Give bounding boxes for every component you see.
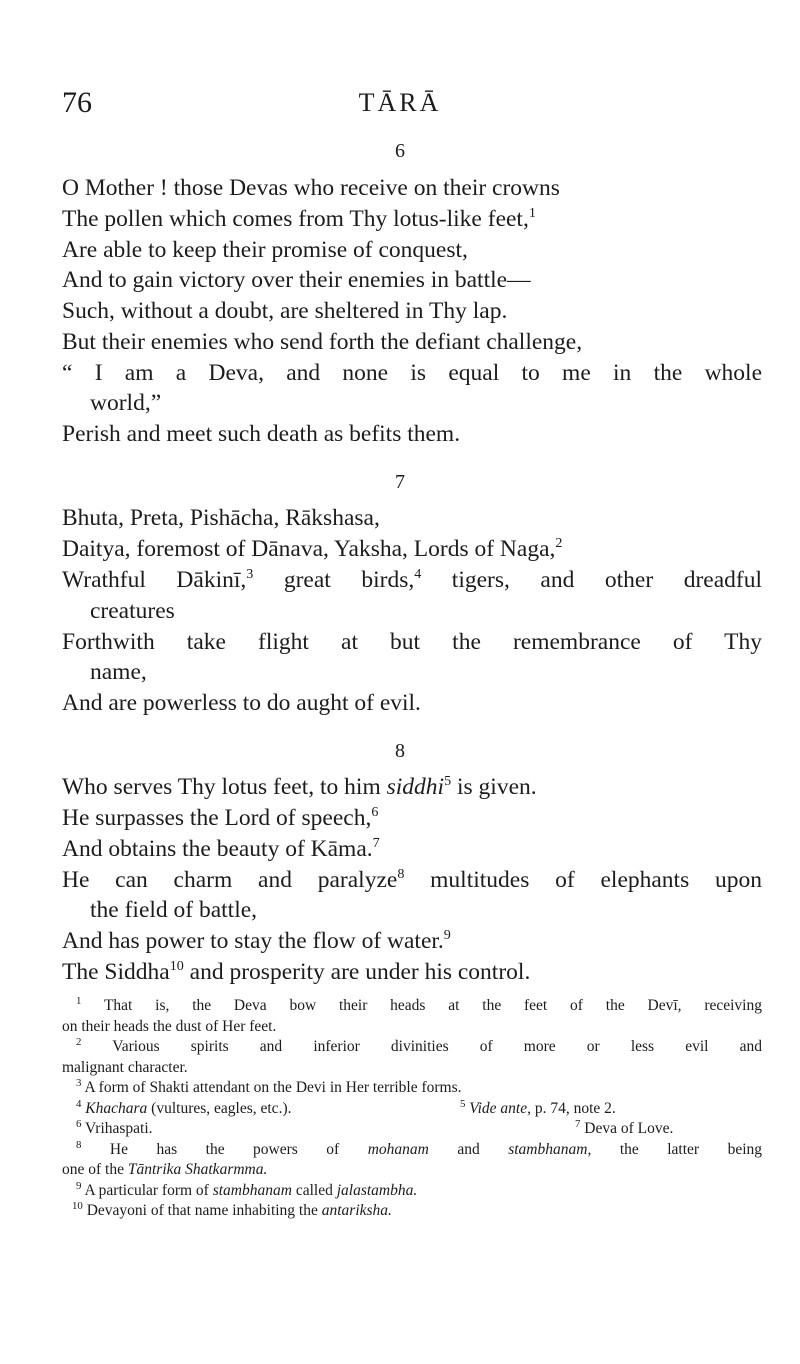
page-number: 76 xyxy=(62,86,92,119)
footnote: $^7$ Deva of Love. xyxy=(575,1117,674,1137)
page-header xyxy=(0,86,800,126)
verse-line: the field of battle, xyxy=(90,897,258,923)
stanza-number: 6 xyxy=(395,140,405,162)
verse-line: He can charm and paralyze$^8$ multitudes of elephants upon xyxy=(62,866,762,893)
footnote: $^1$ That is, the Deva bow their heads at the feet of the Devī, receiving xyxy=(76,994,762,1014)
verse-line: Bhuta, Preta, Pishācha, Rākshasa, xyxy=(62,505,380,531)
footnote: on their heads the dust of Her feet. xyxy=(62,1018,277,1035)
footnote-marker: 1 xyxy=(528,205,536,222)
footnote: $^5$ Vide ante, p. 74, note 2. xyxy=(460,1097,616,1117)
verse-line: But their enemies who send forth the defiant challenge, xyxy=(62,329,583,355)
verse-line: And are powerless to do aught of evil. xyxy=(62,690,421,716)
verse-line: Daitya, foremost of Dānava, Yaksha, Lords of Naga,$^2$ xyxy=(62,535,563,562)
verse-line: Forthwith take flight at but the remembrance of Thy xyxy=(62,629,762,655)
footnote: $^{10}$ Devayoni of that name inhabiting the antariksha. xyxy=(72,1199,392,1219)
verse-line: O Mother ! those Devas who receive on their crowns xyxy=(62,175,560,201)
verse-line: Who serves Thy lotus feet, to him siddhi$^5$ is given. xyxy=(62,773,537,800)
verse-line: And to gain victory over their enemies in battle— xyxy=(62,267,531,293)
footnote: $^8$ He has the powers of mohanam and stambhanam, the latter being xyxy=(76,1138,763,1158)
verse-line: And obtains the beauty of Kāma.$^7$ xyxy=(62,835,380,862)
footnote: $^4$ Khachara (vultures, eagles, etc.). xyxy=(76,1097,292,1117)
verse-line: creatures xyxy=(90,598,175,624)
verse-line: name, xyxy=(90,659,147,685)
footnote: $^6$ Vrihaspati. xyxy=(76,1117,153,1137)
verse-line: The Siddha$^{10}$ and prosperity are under his control. xyxy=(62,958,531,985)
footnote-marker: 6 xyxy=(371,804,379,821)
footnote: malignant character. xyxy=(62,1059,188,1076)
footnote: $^9$ A particular form of stambhanam called jalastambha. xyxy=(76,1179,418,1199)
footnote-marker: 2 xyxy=(555,535,563,552)
verse-line: Such, without a doubt, are sheltered in Thy lap. xyxy=(62,298,508,324)
stanza-number: 7 xyxy=(395,471,405,493)
footnote: $^2$ Various spirits and inferior divinities of more or less evil and xyxy=(76,1035,762,1055)
running-title: TĀRĀ xyxy=(358,88,442,117)
footnote-marker: 7 xyxy=(372,835,380,852)
stanza-number: 8 xyxy=(395,740,405,762)
footnote-marker: 4 xyxy=(414,566,422,583)
footnote: one of the Tāntrika Shatkarmma. xyxy=(62,1161,268,1178)
verse-line: Are able to keep their promise of conquest, xyxy=(62,237,468,263)
footnote-marker: 10 xyxy=(169,958,184,975)
verse-line: “ I am a Deva, and none is equal to me in the whole xyxy=(62,360,762,386)
verse-line: And has power to stay the flow of water.$^9$ xyxy=(62,927,451,954)
footnote-marker: 5 xyxy=(444,773,452,790)
footnote-marker: 9 xyxy=(443,927,451,944)
footnote-marker: 8 xyxy=(397,866,405,883)
verse-line: He surpasses the Lord of speech,$^6$ xyxy=(62,804,379,831)
verse-line: The pollen which comes from Thy lotus-like feet,$^1$ xyxy=(62,205,536,232)
verse-line: Perish and meet such death as befits them. xyxy=(62,421,461,447)
verse-line: Wrathful Dākinī,$^3$ great birds,$^4$ tigers, and other dreadful xyxy=(62,566,762,593)
footnote: $^3$ A form of Shakti attendant on the Devi in Her terrible forms. xyxy=(76,1076,462,1096)
verse-line: world,” xyxy=(90,390,162,416)
footnote-marker: 3 xyxy=(246,566,254,583)
